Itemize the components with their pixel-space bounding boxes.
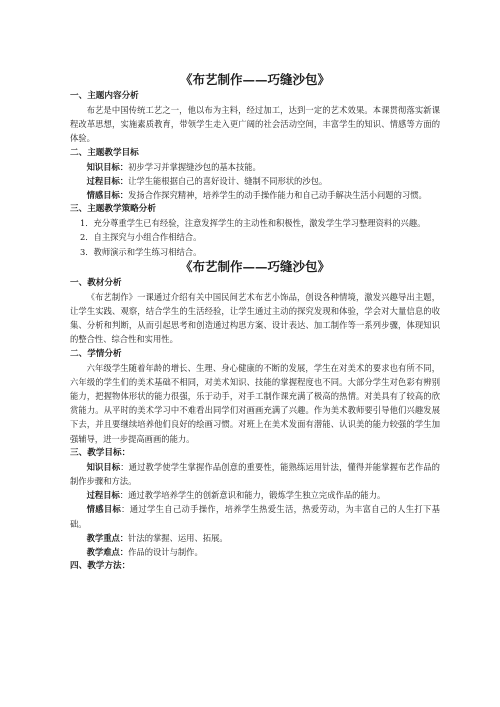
doc2-key-point-text: 针法的掌握、运用、拓展。 xyxy=(128,532,228,543)
doc1-strategy-item-3: 3．教师演示和学生练习相结合。 xyxy=(79,246,202,257)
doc1-goal-knowledge-text: 初步学习并掌握缝沙包的基本技能。 xyxy=(128,161,261,172)
doc2-goal-emotion xyxy=(70,502,440,530)
doc2-key-point xyxy=(70,531,440,545)
doc1-goal-emotion-label: 情感目标： xyxy=(86,190,129,201)
doc2-section-textbook-text: 《布艺制作》一课通过介绍有关中国民间艺术布艺小饰品，创设各种情境，激发兴趣导出主题，让学生实践、观察，结合学生的生活经验，让学生通过主动的探究发现和体验，学会对大量信息的收集、分析和判断，从而引起思考和创造通过构思方案、设计表达、加工制作等一系列步骤，体现知识的整合性、综合性和实用性。 xyxy=(70,291,440,345)
doc2-section-learners-text: 六年级学生随着年龄的增长、生理、身心健康的不断的发展，学生在对美术的要求也有所不同，六年级的学生们的美术基础不相同，对美术知识、技能的掌握程度也不同。大部分学生对色彩有辨别能力，把握物体形状的能力很强，乐于动手，对手工制作课充满了极高的热情。对美具有了较高的欣赏能力。从平时的美术学习中不难看出同学们对画画充满了兴趣。作为美术教师要引导他们兴趣发展下去，并且要继续培养他们良好的绘画习惯。对班上在美术发面有潜能、认识美的能力较强的学生加强辅导，进一步提高画画的能力。 xyxy=(70,362,440,444)
doc1-goal-knowledge xyxy=(70,160,440,174)
doc2-section-learners-heading: 二、学情分析 xyxy=(70,348,122,359)
doc1-section-strategy-heading: 三、主题教学策略分析 xyxy=(70,204,156,215)
doc1-strategy-item-2: 2．自主探究与小组合作相结合。 xyxy=(79,232,202,243)
doc2-key-point-label: 教学重点： xyxy=(86,532,129,543)
doc1-section-goals-heading: 二、主题教学目标 xyxy=(70,147,139,158)
doc2-goal-emotion-text: ：通过学生自己动手操作，培养学生热爱生活，热爱劳动，为丰富自己的人生打下基础。 xyxy=(70,504,440,529)
doc1-goal-process-text: 让学生能根据自己的喜好设计、缝制不同形状的沙包。 xyxy=(128,175,328,186)
doc1-goal-knowledge-label: 知识目标： xyxy=(86,161,129,172)
doc2-goal-knowledge-text: ：通过教学使学生掌握作品创意的重要性，能熟练运用针法，懂得并能掌握布艺作品的制作步骤和方法。 xyxy=(70,461,440,487)
document-page xyxy=(70,72,440,573)
doc2-goal-process-text: ：通过教学培养学生的创新意识和能力，锻炼学生独立完成作品的能力。 xyxy=(119,490,386,501)
doc2-goal-process-label: 过程目标 xyxy=(86,490,120,501)
doc1-goal-emotion xyxy=(70,188,440,202)
doc2-title: 《布艺制作——巧缝沙包》 xyxy=(179,258,330,274)
doc1-section-content-heading: 一、主题内容分析 xyxy=(70,91,139,101)
doc1-goal-emotion-text: 发扬合作探究精神，培养学生的动手操作能力和自己动手解决生活小问题的习惯。 xyxy=(128,190,427,201)
doc2-section-textbook-heading: 一、教材分析 xyxy=(70,277,122,288)
doc2-difficulty xyxy=(70,545,440,559)
doc2-goal-process xyxy=(70,488,440,502)
doc2-difficulty-label: 教学难点： xyxy=(86,547,129,558)
doc2-goal-emotion-label: 情感目标 xyxy=(86,504,122,515)
doc2-goal-knowledge-label: 知识目标 xyxy=(86,461,121,472)
doc1-goal-process-label: 过程目标： xyxy=(86,175,129,186)
doc2-section-methods-heading: 四、教学方法： xyxy=(70,561,131,572)
doc2-section-goals-heading: 三、教学目标： xyxy=(70,447,131,458)
doc1-goal-process xyxy=(70,174,440,188)
doc2-difficulty-text: 作品的设计与制作。 xyxy=(128,547,203,558)
doc1-strategy-item-1: 1．充分尊重学生已有经验，注意发挥学生的主动性和积极性，激发学生学习整理资料的兴趣。 xyxy=(79,218,426,229)
doc2-goal-knowledge xyxy=(70,460,440,488)
doc1-title: 《布艺制作——巧缝沙包》 xyxy=(179,72,330,87)
doc1-section-content-text: 布艺是中国传统工艺之一，他以布为主料，经过加工，达到一定的艺术效果。本课贯彻落实新课程改革思想，实施素质教育，带领学生走入更广阔的社会活动空间，丰富学生的知识、情感等方面的体验。 xyxy=(70,105,440,144)
